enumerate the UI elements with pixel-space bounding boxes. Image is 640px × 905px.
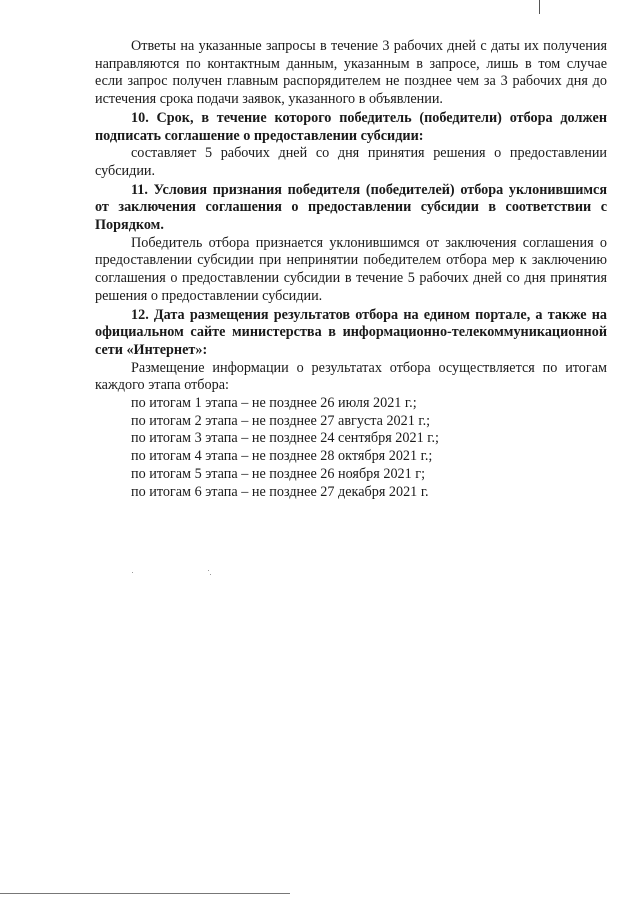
stage-list-item: по итогам 5 этапа – не позднее 26 ноября 2021 г;	[131, 465, 426, 482]
paragraph-section-10: составляет 5 рабочих дней со дня принятия решения о предоставлении субсидии.	[95, 145, 607, 179]
heading-section-11: 11. Условия признания победителя (победителей) отбора уклонившимся от заключения соглашения о предоставлении субсидии в соответствии с Порядком.	[95, 181, 607, 234]
heading-section-12: 12. Дата размещения результатов отбора на едином портале, а также на официальном сайте министерства в информационно-телекоммуникационной сети «Интернет»:	[95, 306, 607, 358]
footer-rule	[0, 893, 290, 894]
paragraph-section-11: Победитель отбора признается уклонившимся от заключения соглашения о предоставлении субсидии при непринятии победителем отбора мер к заключению соглашения о предоставлении субсидии в течение 5 рабочих дней со дня принятия решения о предоставлении субсидии.	[95, 234, 607, 304]
paragraph-responses: Ответы на указанные запросы в течение 3 рабочих дней с даты их получения направляются по контактным данным, указанным в запросе, лишь в том случае если запрос получен главным распорядителем не позднее чем за 3 рабочих дня до истечения срока подачи заявок, указанного в объявлении.	[95, 38, 607, 108]
stage-list-item: по итогам 6 этапа – не позднее 27 декабря 2021 г.	[131, 483, 429, 500]
paragraph-section-12: Размещение информации о результатах отбора осуществляется по итогам каждого этапа отбора:	[95, 359, 607, 394]
scan-artifact-mark	[539, 0, 540, 14]
document-body	[95, 38, 607, 501]
heading-section-10: 10. Срок, в течение которого победитель (победители) отбора должен подписать соглашение о предоставлении субсидии:	[95, 109, 607, 144]
stage-list-item: по итогам 2 этапа – не позднее 27 августа 2021 г.;	[131, 412, 431, 429]
stage-list-item: по итогам 1 этапа – не позднее 26 июля 2021 г.;	[131, 395, 417, 412]
stage-list-item: по итогам 3 этапа – не позднее 24 сентября 2021 г.;	[131, 430, 439, 447]
scan-noise-dots	[132, 570, 212, 578]
stage-list-item: по итогам 4 этапа – не позднее 28 октября 2021 г.;	[131, 448, 433, 465]
